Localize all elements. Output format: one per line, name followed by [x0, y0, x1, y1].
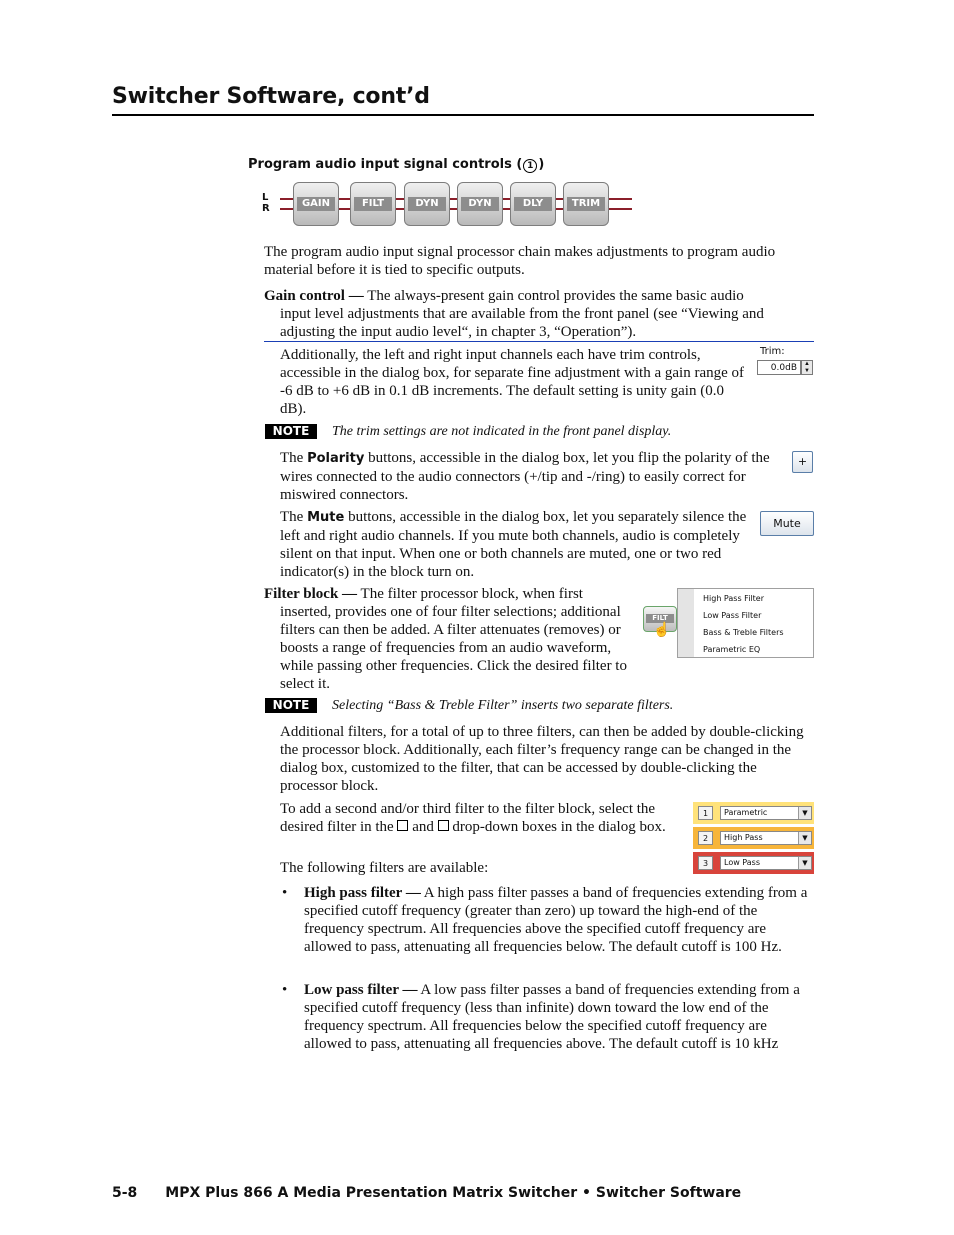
menu-item-low-pass[interactable]: Low Pass Filter: [703, 611, 762, 620]
filt-block-label: FILT: [354, 197, 392, 211]
spin-up-icon[interactable]: ▲: [804, 361, 810, 367]
filter-select-3[interactable]: [720, 856, 812, 870]
gain-control-lead: Gain control —: [264, 288, 364, 304]
mute-paragraph: [280, 508, 750, 581]
add-filter-post: drop-down boxes in the dialog box.: [448, 819, 666, 835]
following-filters-text: The following filters are available:: [280, 860, 489, 876]
filter-row-2: [693, 827, 814, 849]
page-title: Switcher Software, cont’d: [112, 84, 430, 109]
bullet-low-pass: [304, 981, 812, 1053]
filter-row-1: [693, 802, 814, 824]
polarity-pre: The: [280, 450, 308, 466]
additional-filters-paragraph: Additional filters, for a total of up to three filters, can then be added by double-clicking the processor block. Additionally, each filter’s frequency range can be changed in the dialog box, customized to the filter, that can be accessed by double-clicking the processor block.: [280, 724, 804, 794]
section-heading-text: Program audio input signal controls (: [248, 157, 523, 172]
filt-block[interactable]: [350, 182, 396, 226]
menu-item-parametric[interactable]: Parametric EQ: [703, 645, 761, 654]
note-text: Selecting “Bass & Treble Filter” inserts two separate filters.: [332, 698, 674, 713]
mute-pre: The: [280, 509, 308, 525]
filter-block-lead: Filter block —: [264, 586, 358, 602]
left-channel-label: L: [262, 192, 269, 203]
chevron-down-icon[interactable]: ▼: [798, 857, 811, 869]
trim-spinner[interactable]: [801, 360, 813, 375]
box-3-icon: [438, 820, 449, 831]
filter-select-value: Low Pass: [724, 858, 760, 867]
dly-block[interactable]: [510, 182, 556, 226]
filt-thumb-label: FILT: [646, 614, 674, 623]
add-filter-mid: and: [408, 819, 438, 835]
lr-labels: [262, 192, 270, 214]
header-rule: [112, 114, 814, 116]
trim-label: Trim:: [760, 346, 785, 357]
processor-chain: [262, 180, 632, 230]
polarity-word: Polarity: [307, 451, 365, 466]
circled-number: 1: [523, 159, 537, 173]
dyn-block-2[interactable]: [457, 182, 503, 226]
polarity-body: buttons, accessible in the dialog box, let you flip the polarity of the wires connected to the audio connectors (+/tip and -/ring) to easily correct for miswired connectors.: [280, 450, 770, 503]
gain-control-link[interactable]: [264, 323, 814, 342]
bullet-icon: •: [282, 982, 288, 998]
note-badge: NOTE: [265, 424, 317, 439]
gain-block[interactable]: [293, 182, 339, 226]
filter-row-number: 3: [698, 856, 713, 870]
filter-row-number: 2: [698, 831, 713, 845]
filter-select-value: High Pass: [724, 833, 763, 842]
dly-block-label: DLY: [514, 197, 552, 211]
add-filter-paragraph: [280, 800, 675, 836]
section-heading: [248, 157, 544, 173]
hand-cursor-icon: ☝: [653, 623, 671, 638]
footer-text: MPX Plus 866 A Media Presentation Matrix Switcher • Switcher Software: [165, 1185, 742, 1201]
high-pass-body: A high pass filter passes a band of frequencies extending from a specified cutoff frequency (greater than zero) up toward the high-end of the frequency spectrum. All frequencies above the specified cutoff frequency are allowed to pass, attenuating all frequencies below. The default cutoff is 100 Hz.: [304, 885, 808, 955]
trim-block[interactable]: [563, 182, 609, 226]
dyn-block-1[interactable]: [404, 182, 450, 226]
filter-block-paragraph: [264, 585, 630, 693]
note-badge: NOTE: [265, 698, 317, 713]
bullet-icon: •: [282, 885, 288, 901]
dyn-block-label: DYN: [408, 197, 446, 211]
chevron-down-icon[interactable]: ▼: [798, 832, 811, 844]
filter-block-body: The filter processor block, when first inserted, provides one of four filter selections; additional filters can then be added. A filter attenuates (removes) or boosts a range of frequencies from an audio waveform, while passing other frequencies. Click the desired filter to select it.: [280, 586, 627, 692]
chevron-down-icon[interactable]: ▼: [798, 807, 811, 819]
low-pass-body: A low pass filter passes a band of frequencies extending from a specified cutoff frequency (less than infinite) down toward the low end of the frequency spectrum. All frequencies below the specified cutoff frequency are allowed to pass, attenuating all frequencies above. The default cutoff is 10 kHz: [304, 982, 800, 1052]
filter-row-3: [693, 852, 814, 874]
trim-paragraph: Additionally, the left and right input channels each have trim controls, accessible in the dialog box, for separate fine adjustment with a gain range of -6 dB to +6 dB in 0.1 dB increments. The default setting is unity gain (0.0 dB).: [280, 347, 745, 417]
page-number: 5-8: [112, 1185, 138, 1201]
filter-menu[interactable]: [677, 588, 814, 658]
dyn-block-label: DYN: [461, 197, 499, 211]
gain-control-paragraph: [264, 287, 814, 342]
gain-control-body-2: input level adjustments that are available from the front panel (see “Viewing and: [280, 306, 764, 322]
filter-select-value: Parametric: [724, 808, 768, 817]
low-pass-lead: Low pass filter —: [304, 982, 418, 998]
filter-row-number: 1: [698, 806, 713, 820]
trim-block-label: TRIM: [567, 197, 605, 211]
mute-word: Mute: [307, 510, 345, 525]
gain-control-body-1: The always-present gain control provides the same basic audio: [363, 288, 744, 304]
filter-selection-panel: [693, 802, 814, 874]
intro-paragraph: The program audio input signal processor chain makes adjustments to program audio material before it is tied to specific outputs.: [264, 244, 776, 278]
bullet-high-pass: [304, 884, 809, 956]
filter-select-1[interactable]: [720, 806, 812, 820]
polarity-paragraph: [280, 449, 780, 504]
note-text: The trim settings are not indicated in the front panel display.: [332, 424, 672, 439]
mute-button[interactable]: Mute: [760, 511, 814, 536]
trim-input[interactable]: 0.0dB: [757, 360, 801, 375]
menu-item-high-pass[interactable]: High Pass Filter: [703, 594, 764, 603]
menu-item-bass-treble[interactable]: Bass & Treble Filters: [703, 628, 784, 637]
high-pass-lead: High pass filter —: [304, 885, 421, 901]
page-footer: [112, 1185, 741, 1201]
mute-body: buttons, accessible in the dialog box, let you separately silence the left and right audio channels. If you mute both channels, audio is completely silent on that input. When one or both channels are muted, one or two red indicator(s) in the block turn on.: [280, 509, 747, 580]
menu-strip: [678, 589, 694, 657]
filter-select-2[interactable]: [720, 831, 812, 845]
gain-block-label: GAIN: [297, 197, 335, 211]
gain-control-body-3: adjusting the input audio level“, in chapter 3, “Operation”).: [280, 324, 637, 340]
section-heading-close: ): [538, 157, 545, 172]
box-2-icon: [397, 820, 408, 831]
polarity-button[interactable]: +: [792, 451, 813, 473]
spin-down-icon[interactable]: ▼: [804, 368, 810, 374]
right-channel-label: R: [262, 203, 270, 214]
add-filter-pre: To add a second and/or third filter to the filter block, select the desired filter in the: [280, 801, 656, 835]
